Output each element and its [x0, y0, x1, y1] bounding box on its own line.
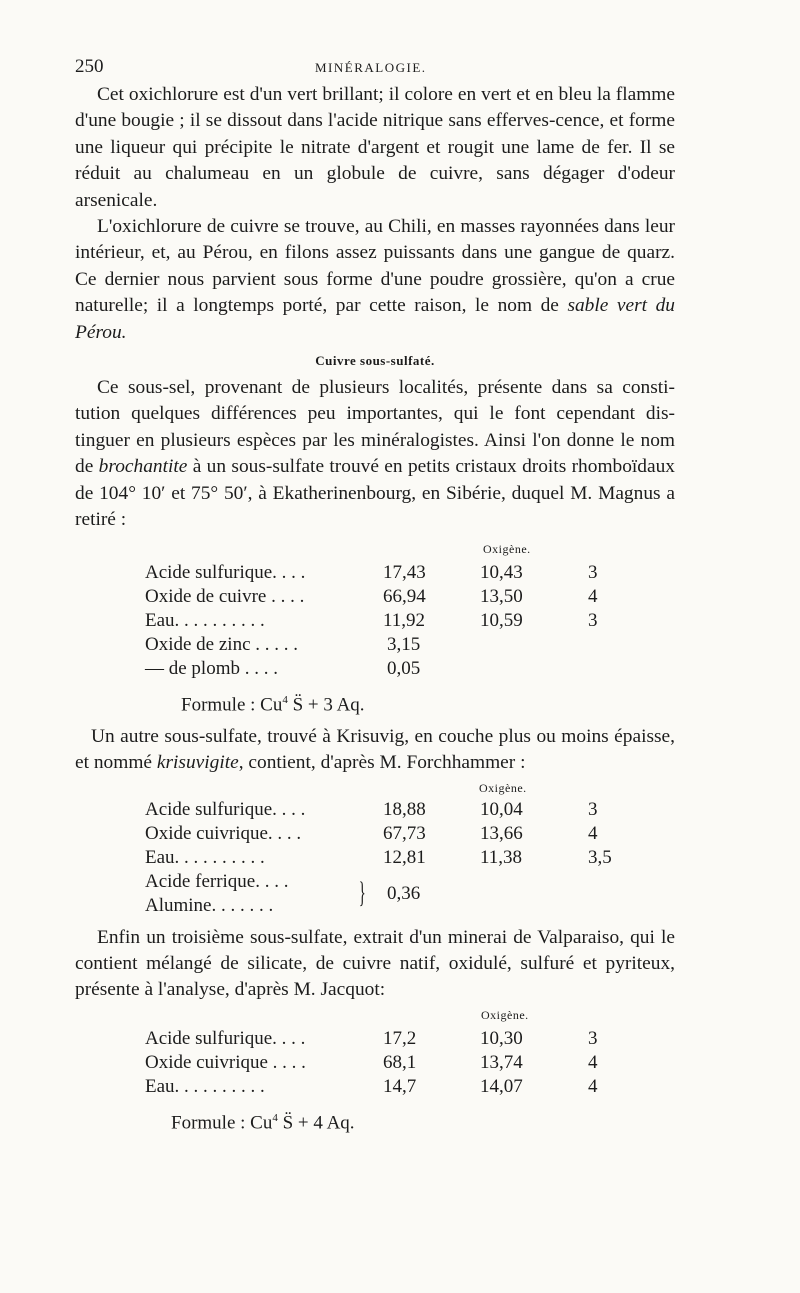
component-name: Oxide cuivrique. . . . [145, 822, 302, 844]
formula-prefix: Formule : Cu [181, 693, 283, 715]
running-head: MINÉRALOGIE. [315, 60, 427, 75]
oxygen-value: 13,66 [480, 822, 523, 844]
table-row [75, 562, 675, 586]
component-value: 18,88 [383, 798, 426, 820]
component-value: 67,73 [383, 822, 426, 844]
ratio-value: 4 [588, 585, 598, 607]
oxygen-value: 11,38 [480, 846, 523, 868]
table-row [75, 1052, 675, 1076]
section-heading: Cuivre sous-sulfaté. [315, 353, 435, 369]
ratio-value: 3 [588, 609, 598, 631]
formula-brochantite [75, 694, 675, 716]
table-row [75, 634, 675, 658]
page-header [75, 52, 675, 82]
oxigene-header: Oxigène. [479, 780, 527, 795]
para4-text-b: , contient, d'après M. Forchhammer : [238, 752, 526, 774]
ratio-value: 3 [588, 798, 598, 820]
component-name: Acide sulfurique. . . . [145, 1027, 306, 1049]
component-name: Oxide de cuivre . . . . [145, 585, 305, 607]
oxygen-value: 10,59 [480, 609, 523, 631]
para3-text-a: Ce sous-sel, provenant de plusieurs localités, présente dans sa consti-tution quelques différences peu importantes, qui le font cependant dis-tinguer en plusieurs espèces par les minéralogistes. Ainsi l'on donne le nom de [75, 377, 675, 478]
component-value: 68,1 [383, 1051, 417, 1073]
analysis-table-jacquot [75, 1004, 675, 1100]
component-value: 3,15 [387, 633, 421, 655]
component-value: 0,05 [387, 657, 421, 679]
component-value: 66,94 [383, 585, 426, 607]
table-row [75, 823, 675, 847]
component-name: Acide ferrique. . . . [145, 870, 289, 892]
component-name: — de plomb . . . . [145, 657, 278, 679]
component-value: 11,92 [383, 609, 426, 631]
table-row [75, 1028, 675, 1052]
analysis-table-magnus [75, 538, 675, 682]
para2-italic: sable vert du Pérou. [75, 295, 675, 343]
ratio-value: 4 [588, 1075, 598, 1097]
para2-text: L'oxichlorure de cuivre se trouve, au Chili, en masses rayonnées dans leur intérieur, et, au Pérou, en filons assez puissants dans une gangue de quarz. Ce dernier nous parvient sous forme d'une poudre grossière, qu'on a crue naturelle; il a longtemps porté, par cette raison, le nom de [75, 216, 675, 317]
table-row [75, 610, 675, 634]
component-value: 0,36 [387, 882, 421, 904]
oxigene-header: Oxigène. [481, 1007, 529, 1022]
table-row [75, 847, 675, 871]
oxygen-value: 14,07 [480, 1075, 523, 1097]
table-row-braced [75, 871, 675, 919]
oxygen-value: 10,04 [480, 798, 523, 820]
oxygen-value: 13,50 [480, 585, 523, 607]
paragraph-oxichlorure-properties: Cet oxichlorure est d'un vert brillant; il colore en vert et en bleu la flamme d'une bougie ; il se dissout dans l'acide nitrique sans efferves-cence, et forme une liqueur qui précipite le nitrate d'argent et rougit une lame de fer. Il se réduit au chalumeau en un globule de cuivre, sans dégager d'odeur arsenicale. [75, 84, 675, 211]
ratio-value: 4 [588, 1051, 598, 1073]
analysis-table-forchhammer [75, 777, 675, 919]
formula-superscript: 4 [282, 693, 288, 706]
component-name: Oxide cuivrique . . . . [145, 1051, 306, 1073]
oxigene-header: Oxigène. [483, 541, 531, 556]
para4-text-a: Un autre sous-sulfate, trouvé à Krisuvig, en couche plus ou moins épaisse, et nommé [75, 725, 675, 774]
component-name: Oxide de zinc . . . . . [145, 633, 299, 655]
formula-rest: S̈ + 4 Aq. [277, 1112, 355, 1134]
component-name: Eau. . . . . . . . . . [145, 1075, 265, 1097]
para3-text-b: à un sous-sulfate trouvé en petits cristaux droits rhomboïdaux de 104° 10′ et 75° 50′, à Ekatherinenbourg, en Sibérie, duquel M. Magnus a retiré : [75, 456, 675, 531]
oxygen-value: 10,30 [480, 1027, 523, 1049]
brace-symbol: } [358, 875, 366, 909]
component-name: Acide sulfurique. . . . [145, 561, 306, 583]
oxygen-value: 13,74 [480, 1051, 523, 1073]
component-value: 12,81 [383, 846, 426, 868]
formula-valparaiso [75, 1112, 675, 1134]
page [75, 52, 675, 1142]
table-row [75, 799, 675, 823]
para3-italic: brochantite [98, 456, 188, 478]
oxygen-value: 10,43 [480, 561, 523, 583]
ratio-value: 3 [588, 1027, 598, 1049]
component-value: 17,2 [383, 1027, 417, 1049]
table-row [75, 658, 675, 682]
component-name: Eau. . . . . . . . . . [145, 846, 265, 868]
component-value: 17,43 [383, 561, 426, 583]
paragraph-oxichlorure-occurrence [75, 214, 675, 346]
para4-italic: krisuvigite [156, 752, 239, 774]
paragraph-krisuvigite [75, 724, 675, 777]
component-value: 14,7 [383, 1075, 417, 1097]
ratio-value: 3,5 [588, 846, 612, 868]
paragraph-brochantite [75, 375, 675, 533]
formula-rest: S̈ + 3 Aq. [287, 693, 365, 715]
page-number: 250 [75, 56, 104, 77]
formula-prefix: Formule : Cu [171, 1112, 273, 1134]
ratio-value: 4 [588, 822, 598, 844]
component-name: Alumine. . . . . . . [145, 894, 274, 916]
table-row [75, 586, 675, 610]
paragraph-valparaiso: Enfin un troisième sous-sulfate, extrait d'un minerai de Valparaiso, qui le contient mélangé de silicate, de cuivre natif, oxidulé, sulfuré et pyriteux, présente à l'analyse, d'après M. Jacquot: [75, 926, 675, 1001]
formula-superscript: 4 [272, 1111, 278, 1124]
ratio-value: 3 [588, 561, 598, 583]
component-name: Acide sulfurique. . . . [145, 798, 306, 820]
component-name: Eau. . . . . . . . . . [145, 609, 265, 631]
table-row [75, 1076, 675, 1100]
